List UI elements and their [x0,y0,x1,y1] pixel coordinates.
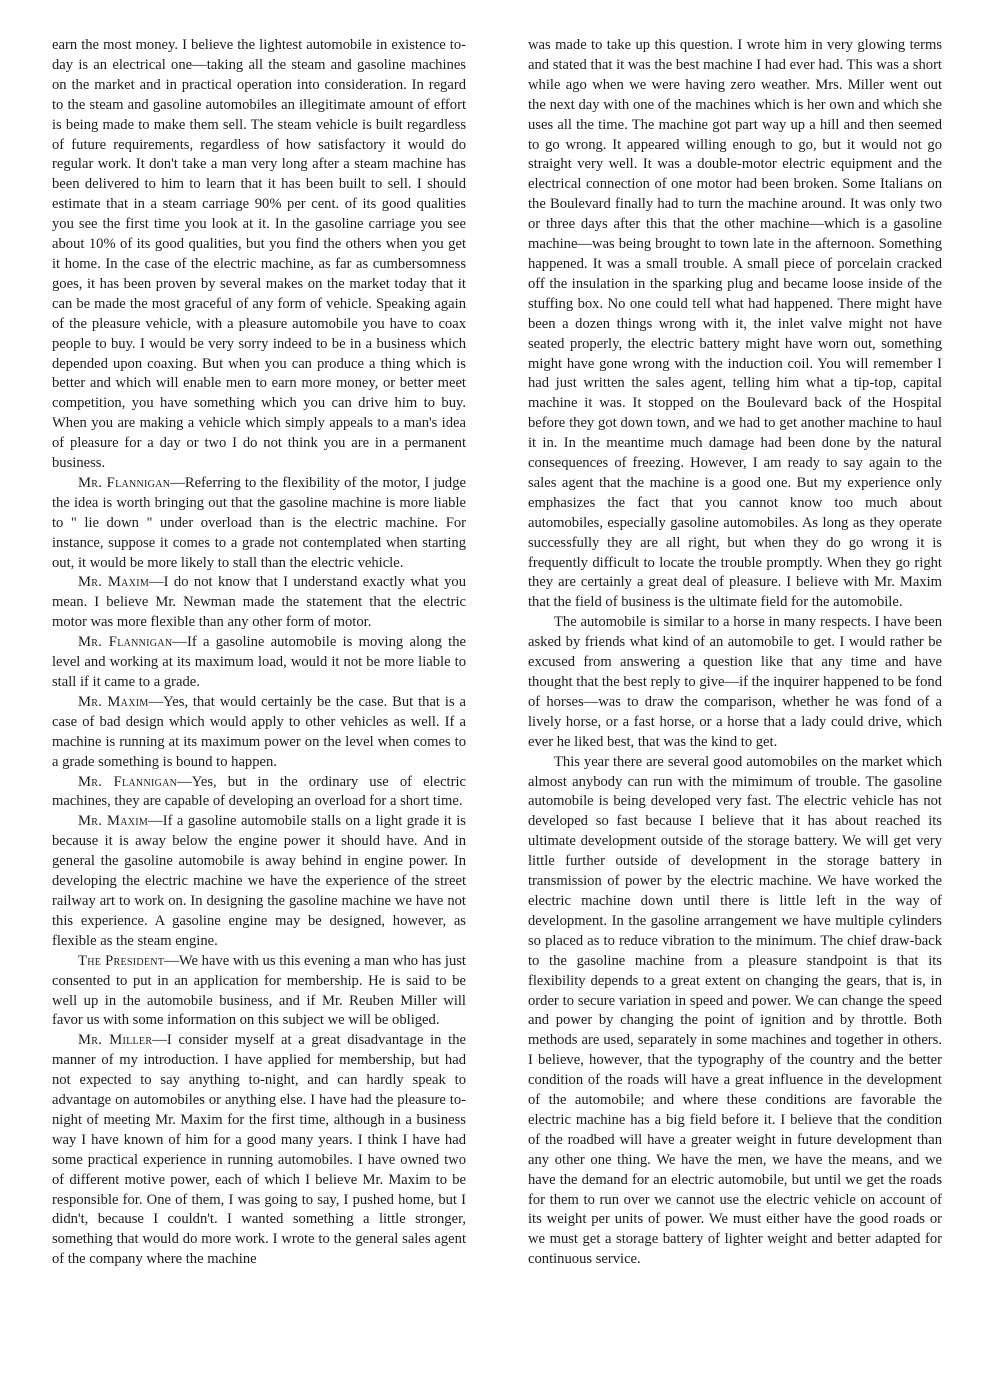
speaker-name: Mr. Maxim [78,813,149,830]
paragraph [52,773,466,813]
speech-text: —I do not know that I understand exactly what you mean. I believe Mr. Newman made the statement that the electric motor was more flexible than any other form of motor. [52,574,466,631]
speech-text: —If a gasoline automobile stalls on a light grade it is because it is away below the engine power it should have. And in general the gasoline automobile is away behind in engine power. In developing the electric machine we have the experience of the street railway art to work on. In designing the gasoline machine we have not this experience. A gasoline engine may be designed, however, as flexible as the steam engine. [52,813,466,949]
speech-text: —Yes, that would certainly be the case. But that is a case of bad design which would apply to other vehicles as well. If a machine is running at its maximum power on the level when comes to a grade something is bound to happen. [52,693,466,770]
paragraph [52,474,466,574]
paragraph [52,573,466,633]
paragraph: The automobile is similar to a horse in many respects. I have been asked by friends what kind of an automobile to get. I would rather be excused from answering a question like that any time and have thought that the best reply to give—if the inquirer happened to be fond of horses—was to draw the comparison, whether he was fond of a lively horse, or a fast horse, or a horse that a lady could drive, which ever he liked best, that was the kind to get. [528,614,942,750]
speech-text: —Referring to the flexibility of the motor, I judge the idea is worth bringing out that the gasoline machine is more liable to " lie down " under overload than is the electric machine. For instance, suppose it comes to a grade not contemplated when starting out, it would be more likely to stall than the electric vehicle. [52,474,466,571]
speech-text: —If a gasoline automobile is moving along the level and working at its maximum load, would it not be more liable to stall if it came to a grade. [52,634,467,690]
speech-text: —We have with us this evening a man who has just consented to put in an application for membership. He is said to be well up in the automobile business, and if Mr. Reuben Miller will favor us with some information on this subject we will be obliged. [52,952,466,1029]
speaker-name: Mr. Flannigan [78,474,171,491]
paragraph: This year there are several good automobiles on the market which almost anybody can run with the mimimum of trouble. The gasoline automobile is being developed very fast. The electric vehicle has not developed so fast because I believe that it has about reached its ultimate development outside of the storage battery. We will get very little further outside of development in the storage battery in transmission of power by the electric machine. We have worked the electric machine down until there is little left in the way of development. In the gasoline arrangement we have multiple cylinders so placed as to reduce vibration to the minimum. The chief draw-back to the gasoline machine from a pleasure standpoint is that its flexibility depends to a great extent on changing the gears, that is, in order to secure variation in speed and power. We can change the speed and power by changing the point of ignition and by throttle. Both methods are used, separately in some machines and together in others. I believe, however, that the typography of the country and the better condition of the roads will have a great influence in the development of the automobile; and where these conditions are favorable the electric machine has a big field before it. I believe that the condition of the roadbed will have a greater weight in future development than any other one thing. We have the men, we have the means, and we have the demand for an electric automobile, but until we get the roads for them to run over we cannot use the electric vehicle on account of its weight per units of power. We must either have the good roads or we must get a storage battery of lighter weight and better adapted for continuous service. [528,753,942,1268]
speaker-name: Mr. Flannigan [78,773,178,790]
left-column [52,36,466,1400]
paragraph: was made to take up this question. I wrote him in very glowing terms and stated that it was the best machine I had ever had. This was a short while ago when we were having zero weather. Mrs. Miller went out the next day with one of the machines which is her own and which she uses all the time. The machine got part way up a hill and then seemed to go wrong. It appeared willing enough to go, but it would not go straight very well. It was a double-motor electric equipment and the electrical connection of one motor had been broken. Some Italians on the Boulevard finally had to turn the machine around. It was only two or three days after this that the other machine—which is a gasoline machine—was being brought to town late in the afternoon. Something happened. It was a small trouble. A small piece of porcelain cracked off the insulation in the sparking plug and became loose inside of the stuffing box. No one could tell what had happened. There might have been a dozen things wrong with it, the inlet valve might not have seated properly, the electric battery might have worn out, something might have gone wrong with the induction coil. You will remember I had just written the sales agent, telling him what a tip-top, capital machine it was. It stopped on the Boulevard back of the Hospital before they got down town, and we had to get another machine to haul it in. In the meantime much damage had been done by the natural consequences of freezing. However, I am ready to say again to the sales agent that the machine is a good one. But my experience only emphasizes the fact that you cannot know too much about automobiles, especially gasoline automobiles. As long as they operate successfully they are all right, but when they do go wrong it is frequently difficult to locate the trouble promptly. When they go right they are certainly a great deal of pleasure. I believe with Mr. Maxim that the field of business is the ultimate field for the automobile. [528,37,942,611]
speaker-name: Mr. Maxim [78,574,150,591]
speaker-name: Mr. Flannigan [78,634,173,651]
paragraph: earn the most money. I believe the lightest automobile in existence to-day is an electrical one—taking all the steam and gasoline machines on the market and in practical operation into consideration. In regard to the steam and gasoline automobiles an illegitimate amount of effort is being made to make them sell. The steam vehicle is built regardless of future requirements, regardless of how satisfactory it would do regular work. It don't take a man very long after a steam machine has been delivered to him to learn that it has been built to sell. I should estimate that in a steam carriage 90% per cent. of its good qualities you see the first time you look at it. In the gasoline carriage you see about 10% of its good qualities, but you find the others when you get it home. In the case of the electric machine, as far as cumbersomness goes, it has been proven by several makes on the market today that it can be made the most graceful of any form of vehicle. Speaking again of the pleasure vehicle, with a pleasure automobile you have to coax people to buy. I would be very sorry indeed to be in a business which depended upon coaxing. But when you can produce a thing which is better and which will enable men to earn more money, or better meet competition, you have something which you can drive him to buy. When you are making a vehicle which simply appeals to a man's idea of pleasure for a day or two I do not think you are in a permanent business. [52,37,466,472]
paragraph [52,812,466,951]
paragraph [52,952,466,1032]
speaker-name: Mr. Maxim [78,693,149,710]
speaker-name: The President [78,952,165,969]
speech-text: —I consider myself at a great disadvantage in the manner of my introduction. I have applied for membership, but had not expected to say anything to-night, and can hardly speak to advantage on automobiles or anything else. I have had the pleasure to-night of meeting Mr. Maxim for the first time, although in a business way I have known of him for a good many years. I think I have had some practical experience in running automobiles. I have owned two of different motive power, each of which I believe Mr. Maxim to be responsible for. One of them, I was going to say, I pushed home, but I didn't, because I couldn't. I wanted something a little stronger, something that would do more work. I wrote to the general sales agent of the company where the machine [52,1032,466,1268]
paragraph [52,1031,466,1270]
speech-text: —Yes, but in the ordinary use of electric machines, they are capable of developing an overload for a short time. [52,773,467,810]
paragraph [52,633,466,693]
speaker-name: Mr. Miller [78,1032,153,1049]
right-column [528,36,942,1400]
paragraph [52,693,466,773]
